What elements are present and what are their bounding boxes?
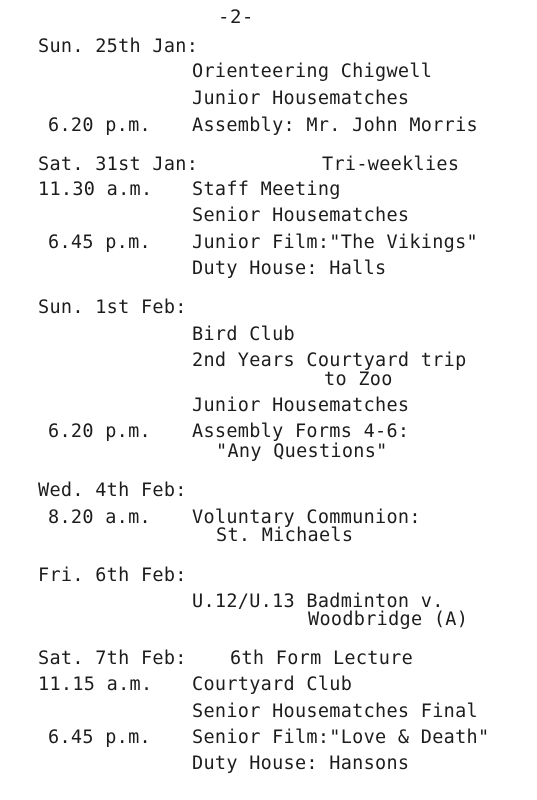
entry-date: Sat. 31st Jan:	[38, 154, 199, 175]
event-text: Staff Meeting	[192, 179, 341, 200]
event-text-continued: St. Michaels	[216, 525, 354, 546]
event-text: Junior Film:"The Vikings"	[192, 232, 478, 253]
event-text: Courtyard Club	[192, 674, 353, 695]
event-time: 6.20 p.m.	[48, 421, 151, 442]
event-text: Orienteering Chigwell	[192, 61, 433, 82]
event-text: Senior Housematches Final	[192, 701, 478, 722]
event-text: Assembly Forms 4-6:	[192, 421, 410, 442]
page-number: -2-	[218, 6, 254, 28]
event-time: 6.45 p.m.	[48, 727, 151, 748]
event-time: 11.30 a.m.	[38, 179, 153, 200]
event-time: 6.20 p.m.	[48, 115, 151, 136]
event-text-continued: Woodbridge (A)	[308, 609, 469, 630]
event-time: 8.20 a.m.	[48, 507, 151, 528]
entry-date: Sat. 7th Feb:	[38, 648, 187, 669]
event-text: Senior Film:"Love & Death"	[192, 727, 490, 748]
event-text: U.12/U.13 Badminton v.	[192, 591, 444, 612]
event-text: Voluntary Communion:	[192, 507, 421, 528]
entry-date-note: Tri-weeklies	[322, 154, 460, 175]
event-text: Junior Housematches	[192, 88, 410, 109]
event-time: 11.15 a.m.	[38, 674, 153, 695]
event-text-continued: "Any Questions"	[216, 441, 388, 462]
entry-date: Sun. 1st Feb:	[38, 297, 187, 318]
event-text: Junior Housematches	[192, 395, 410, 416]
entry-date: Fri. 6th Feb:	[38, 565, 187, 586]
event-text-continued: to Zoo	[324, 369, 393, 390]
event-text: Senior Housematches	[192, 205, 410, 226]
event-text: Duty House: Hansons	[192, 753, 410, 774]
event-time: 6.45 p.m.	[48, 232, 151, 253]
event-text: Duty House: Halls	[192, 258, 387, 279]
entry-date: Sun. 25th Jan:	[38, 36, 199, 57]
entry-date-note: 6th Form Lecture	[230, 648, 414, 669]
entry-date: Wed. 4th Feb:	[38, 480, 187, 501]
event-text: Assembly: Mr. John Morris	[192, 115, 478, 136]
event-text: Bird Club	[192, 324, 295, 345]
event-text: 2nd Years Courtyard trip	[192, 350, 467, 371]
